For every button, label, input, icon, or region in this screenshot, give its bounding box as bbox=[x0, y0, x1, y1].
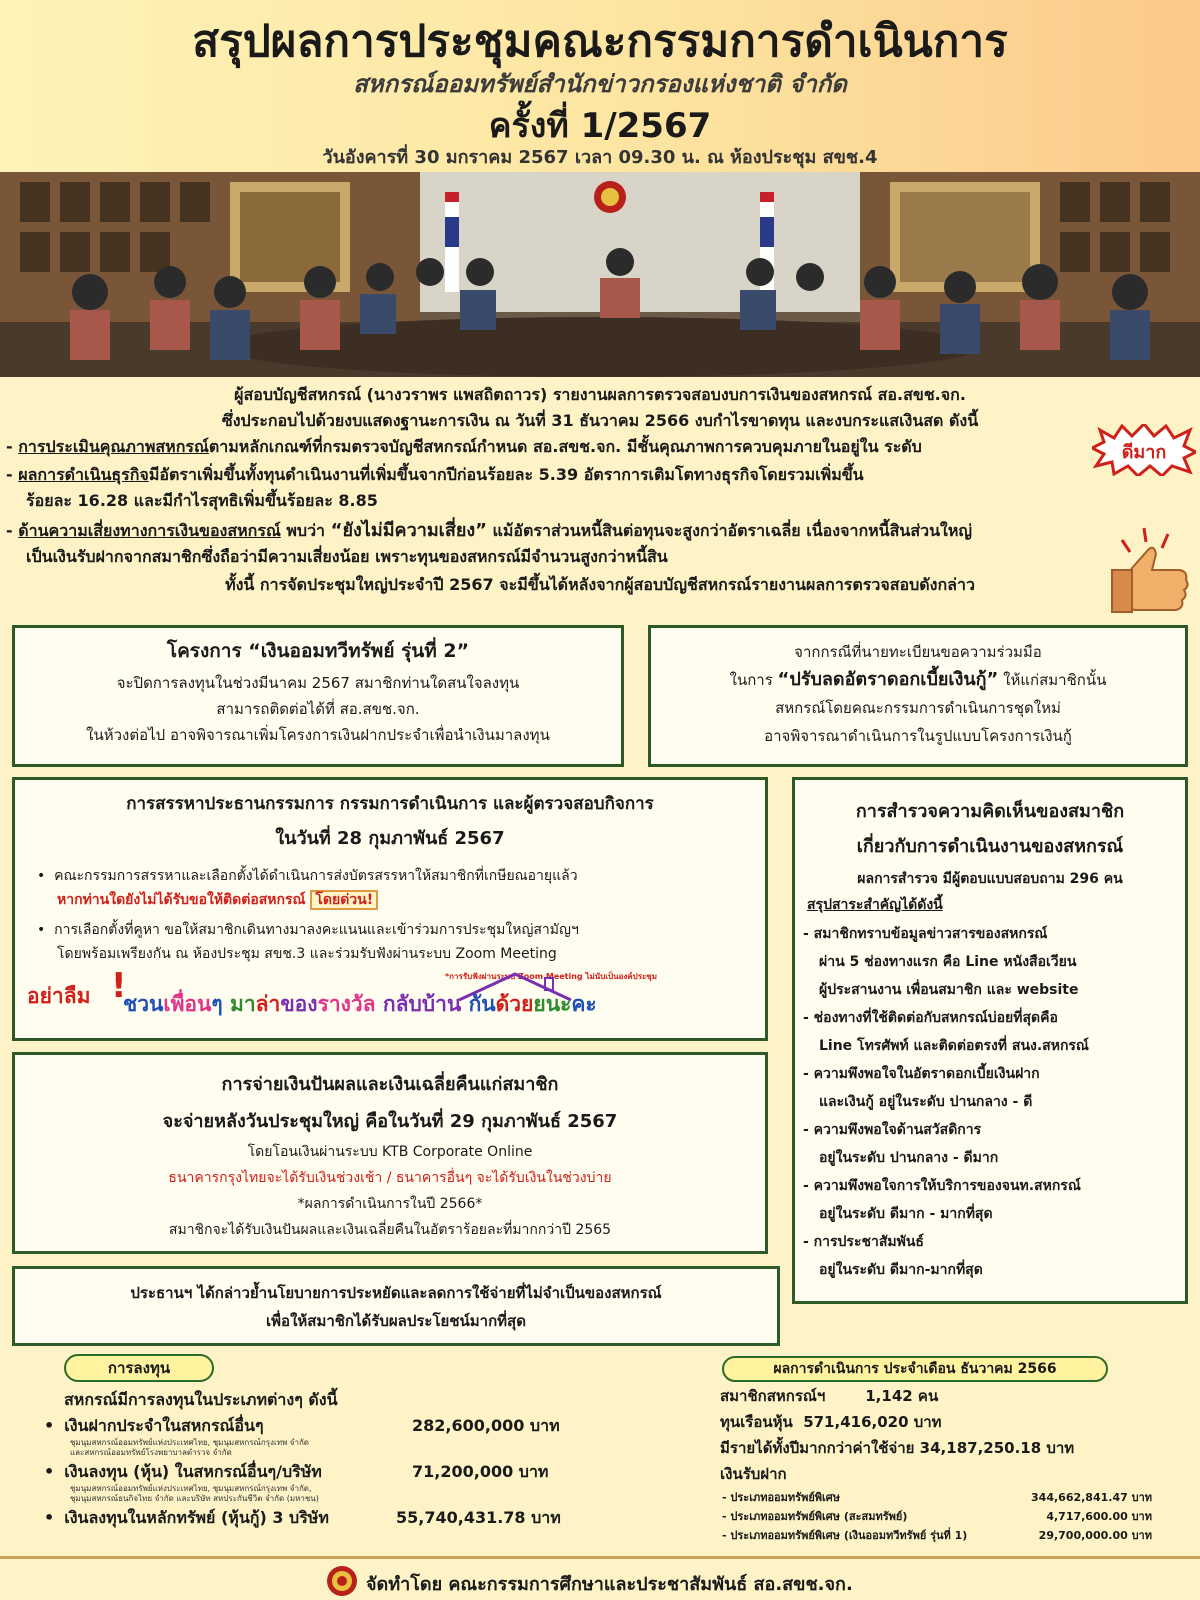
slogan-part: กลับบ้าน bbox=[382, 992, 462, 1016]
chair-statement-line-2: เพื่อให้สมาชิกได้รับผลประโยชน์มากที่สุด bbox=[266, 1312, 526, 1330]
election-contact-text: หากท่านใดยังไม่ได้รับขอให้ติดต่อสหกรณ์ bbox=[57, 892, 311, 908]
savings-project-box bbox=[12, 625, 624, 767]
survey-item-line: และเงินกู้ อยู่ในระดับ ปานกลาง - ดี bbox=[819, 1094, 1033, 1110]
slogan-part: ล่า bbox=[255, 992, 281, 1016]
savings-project-line-1: จะปิดการลงทุนในช่วงมีนาคม 2567 สมาชิกท่านใดสนใจลงทุน bbox=[116, 674, 520, 692]
slogan-part: ของ bbox=[280, 992, 318, 1016]
loan-rate-line-2c: ให้แก่สมาชิกนั้น bbox=[998, 671, 1107, 689]
loan-rate-box bbox=[648, 625, 1188, 767]
deposit-value: 29,700,000.00 บาท bbox=[1038, 1529, 1152, 1542]
meeting-photo bbox=[0, 172, 1200, 377]
loan-rate-line-1: จากกรณีที่นายทะเบียนขอความร่วมมือ bbox=[794, 643, 1042, 661]
quality-assessment-text: ตามหลักเกณฑ์ที่กรมตรวจบัญชีสหกรณ์กำหนด สอ.สขช.จก. มีชั้นคุณภาพการควบคุมภายในอยู่ใน ระดับ bbox=[208, 437, 922, 456]
slogan-part: ด้วย bbox=[495, 992, 534, 1016]
survey-item bbox=[803, 1228, 1185, 1284]
deposit-label: - ประเภทออมทรัพย์พิเศษ (สะสมทรัพย์) bbox=[722, 1510, 908, 1523]
financial-risk-quote: “ยังไม่มีความเสี่ยง” bbox=[330, 520, 487, 541]
audit-report bbox=[0, 382, 1200, 618]
savings-project-line-2: สามารถติดต่อได้ที่ สอ.สขช.จก. bbox=[216, 700, 420, 718]
slogan-part: ๆ bbox=[211, 992, 230, 1016]
bullet-icon: • bbox=[44, 1416, 55, 1435]
meeting-photo-illustration bbox=[0, 172, 1200, 377]
slogan-part bbox=[376, 992, 383, 1016]
dont-forget-label: อย่าลืม bbox=[27, 984, 91, 1008]
investment-intro: สหกรณ์มีการลงทุนในประเภทต่างๆ ดังนี้ bbox=[64, 1390, 338, 1409]
investment-amount: 55,740,431.78 บาท bbox=[396, 1508, 561, 1527]
chair-statement-box bbox=[12, 1266, 780, 1346]
bullet-icon: • bbox=[44, 1508, 55, 1527]
survey-result: ผลการสำรวจ มีผู้ตอบแบบสอบถาม 296 คน bbox=[857, 871, 1123, 887]
survey-item-line: - สมาชิกทราบข้อมูลข่าวสารของสหกรณ์ bbox=[803, 926, 1048, 942]
survey-item-line: - การประชาสัมพันธ์ bbox=[803, 1234, 924, 1250]
members-label: สมาชิกสหกรณ์ฯ bbox=[720, 1387, 826, 1405]
savings-project-title: โครงการ “เงินออมทวีทรัพย์ รุ่นที่ 2” bbox=[166, 640, 470, 662]
slogan-part: รางวัล bbox=[317, 992, 376, 1016]
financial-risk-text-2: เป็นเงินรับฝากจากสมาชิกซึ่งถือว่ามีความเสี่ยงน้อย เพราะทุนของสหกรณ์มีจำนวนสูงกว่าหนี้สิน bbox=[26, 547, 668, 566]
members-value: 1,142 คน bbox=[865, 1387, 939, 1405]
deposit-row bbox=[722, 1488, 1152, 1507]
session-number: ครั้งที่ 1/2567 bbox=[488, 106, 712, 146]
deposit-row bbox=[722, 1526, 1152, 1545]
survey-title-1: การสำรวจความคิดเห็นของสมาชิก bbox=[855, 801, 1125, 822]
shares-label: ทุนเรือนหุ้น bbox=[720, 1413, 793, 1431]
very-good-badge-text: ดีมาก bbox=[1121, 442, 1167, 463]
cooperative-logo-icon bbox=[326, 1565, 358, 1597]
bullet-icon: • bbox=[44, 1462, 55, 1481]
slogan-part: มา bbox=[230, 992, 256, 1016]
slogan-part: ชวน bbox=[123, 992, 164, 1016]
deposit-value: 344,662,841.47 บาท bbox=[1031, 1491, 1152, 1504]
election-title-1: การสรรหาประธานกรรมการ กรรมการดำเนินการ และผู้ตรวจสอบกิจการ bbox=[126, 794, 654, 814]
annual-income: มีรายได้ทั้งปีมากกว่าค่าใช้จ่าย 34,187,250.18 บาท bbox=[720, 1439, 1075, 1457]
loan-rate-line-2 bbox=[651, 666, 1185, 694]
survey-item-line: อยู่ในระดับ ดีมาก-มากที่สุด bbox=[819, 1262, 983, 1278]
business-performance-head: ผลการดำเนินธุรกิจ bbox=[18, 465, 149, 484]
survey-item bbox=[803, 920, 1185, 1004]
survey-item bbox=[803, 1172, 1185, 1228]
investment-detail: ชุมนุมสหกรณ์ออมทรัพย์แห่งประเทศไทย, ชุมนุมสหกรณ์กรุงเทพ จำกัด, bbox=[70, 1484, 312, 1493]
savings-project-line-3: ในห้วงต่อไป อาจพิจารณาเพิ่มโครงการเงินฝากประจำเพื่อนำเงินมาลงทุน bbox=[86, 726, 550, 744]
survey-item-line: ผ่าน 5 ช่องทางแรก คือ Line หนังสือเวียน bbox=[819, 954, 1077, 970]
survey-summary-label: สรุปสาระสำคัญได้ดังนี้ bbox=[807, 897, 943, 913]
survey-title-2: เกี่ยวกับการดำเนินงานของสหกรณ์ bbox=[856, 836, 1124, 857]
investment-detail: ชุมนุมสหกรณ์ออมทรัพย์แห่งประเทศไทย, ชุมนุมสหกรณ์กรุงเทพ จำกัด bbox=[70, 1438, 309, 1447]
survey-item-line: อยู่ในระดับ ดีมาก - มากที่สุด bbox=[819, 1206, 993, 1222]
audit-conclusion: ทั้งนี้ การจัดประชุมใหญ่ประจำปี 2567 จะมีขึ้นได้หลังจากผู้สอบบัญชีสหกรณ์รายงานผลการตรวจสอบดังกล่าว bbox=[225, 575, 975, 594]
survey-box bbox=[792, 777, 1188, 1304]
financial-risk-head: ด้านความเสี่ยงทางการเงินของสหกรณ์ bbox=[18, 521, 281, 540]
quality-assessment: - การประเมินคุณภาพสหกรณ์ตามหลักเกณฑ์ที่กรมตรวจบัญชีสหกรณ์กำหนด สอ.สขช.จก. มีชั้นคุณภาพการควบคุมภายในอยู่ใน ระดับ bbox=[6, 437, 922, 456]
deposit-label: - ประเภทออมทรัพย์พิเศษ bbox=[722, 1491, 841, 1504]
chair-statement-line-1: ประธานฯ ได้กล่าวย้ำนโยบายการประหยัดและลดการใช้จ่ายที่ไม่จำเป็นของสหกรณ์ bbox=[130, 1284, 662, 1302]
audit-line-1: ผู้สอบบัญชีสหกรณ์ (นางวราพร แพสถิตถาวร) รายงานผลการตรวจสอบงบการเงินของสหกรณ์ สอ.สขช.จก. bbox=[234, 385, 966, 404]
business-performance: - ผลการดำเนินธุรกิจมีอัตราเพิ่มขึ้นทั้งทุนดำเนินงานที่เพิ่มขึ้นจากปีก่อนร้อยละ 5.39 อัตราการเติมโตทางธุรกิจโดยรวมเพิ่มขึ้น bbox=[6, 465, 864, 484]
page-title: สรุปผลการประชุมคณะกรรมการดำเนินการ bbox=[192, 16, 1008, 67]
dividend-bank-timing: ธนาคารกรุงไทยจะได้รับเงินช่วงเช้า / ธนาคารอื่นๆ จะได้รับเงินในช่วงบ่าย bbox=[168, 1170, 612, 1186]
loan-rate-line-4: อาจพิจารณาดำเนินการในรูปแบบโครงการเงินกู้ bbox=[764, 727, 1072, 745]
deposit-head: เงินรับฝาก bbox=[720, 1465, 787, 1483]
exclamation-icon: ! bbox=[111, 966, 127, 1006]
investment-detail: และสหกรณ์ออมทรัพย์โรงพยาบาลตำรวจ จำกัด bbox=[70, 1448, 232, 1457]
deposit-row bbox=[722, 1507, 1152, 1526]
election-bullet-1: • คณะกรรมการสรรหาและเลือกตั้งได้ดำเนินการส่งบัตรสรรหาให้สมาชิกที่เกษียณอายุแล้ว bbox=[37, 868, 578, 884]
survey-item bbox=[803, 1004, 1185, 1060]
dividend-title-1: การจ่ายเงินปันผลและเงินเฉลี่ยคืนแก่สมาชิก bbox=[221, 1074, 559, 1095]
investment-item bbox=[44, 1414, 604, 1458]
survey-item-line: ผู้ประสานงาน เพื่อนสมาชิก และ website bbox=[819, 982, 1079, 998]
investment-label: เงินลงทุน (หุ้น) ในสหกรณ์อื่นๆ/บริษัท bbox=[64, 1462, 322, 1481]
election-bullet-1-text: คณะกรรมการสรรหาและเลือกตั้งได้ดำเนินการส่งบัตรสรรหาให้สมาชิกที่เกษียณอายุแล้ว bbox=[54, 868, 578, 884]
dividend-title-2: จะจ่ายหลังวันประชุมใหญ่ คือในวันที่ 29 กุมภาพันธ์ 2567 bbox=[162, 1111, 618, 1132]
very-good-badge bbox=[1092, 424, 1196, 476]
investment-amount: 71,200,000 บาท bbox=[412, 1462, 549, 1481]
slogan-part: เพื่อน bbox=[163, 992, 212, 1016]
loan-rate-highlight: “ปรับลดอัตราดอกเบี้ยเงินกู้” bbox=[777, 669, 999, 690]
financial-risk-mid: พบว่า bbox=[280, 521, 331, 540]
dividend-transfer: โดยโอนเงินผ่านระบบ KTB Corporate Online bbox=[247, 1144, 533, 1160]
survey-item bbox=[803, 1060, 1185, 1116]
survey-item-line: - ความพึงพอใจการให้บริการของจนท.สหกรณ์ bbox=[803, 1178, 1081, 1194]
loan-rate-line-3: สหกรณ์โดยคณะกรรมการดำเนินการชุดใหม่ bbox=[775, 699, 1061, 717]
survey-item-line: - ช่องทางที่ใช้ติดต่อกับสหกรณ์บ่อยที่สุดคือ bbox=[803, 1010, 1058, 1026]
investment-tag: การลงทุน bbox=[64, 1354, 214, 1382]
election-bullet-2-line-2: โดยพร้อมเพรียงกัน ณ ห้องประชุม สขช.3 และร่วมรับฟังผ่านระบบ Zoom Meeting bbox=[57, 946, 557, 962]
survey-item bbox=[803, 1116, 1185, 1172]
election-box bbox=[12, 777, 768, 1041]
header bbox=[0, 0, 1200, 172]
deposit-list bbox=[722, 1488, 1152, 1545]
performance-tag: ผลการดำเนินการ ประจำเดือน ธันวาคม 2566 bbox=[722, 1356, 1108, 1382]
urgent-label: โดยด่วน! bbox=[310, 890, 378, 910]
footer-credit: จัดทำโดย คณะกรรมการศึกษาและประชาสัมพันธ์ สอ.สขช.จก. bbox=[366, 1574, 853, 1595]
investment-label: เงินฝากประจำในสหกรณ์อื่นๆ bbox=[64, 1416, 264, 1435]
slogan-part: ยนะ bbox=[533, 992, 572, 1016]
dividend-year-note: *ผลการดำเนินการในปี 2566* bbox=[297, 1196, 483, 1212]
quality-assessment-head: การประเมินคุณภาพสหกรณ์ bbox=[18, 437, 209, 456]
financial-risk-text: แม้อัตราส่วนหนี้สินต่อทุนจะสูงกว่าอัตราเฉลี่ย เนื่องจากหนี้สินส่วนใหญ่ bbox=[486, 521, 972, 540]
investment-amount: 282,600,000 บาท bbox=[412, 1416, 560, 1435]
zoom-note: *การรับฟังผ่านระบบ Zoom Meeting ไม่นับเป็นองค์ประชุม bbox=[445, 972, 658, 981]
slogan-part bbox=[461, 992, 468, 1016]
dividend-rate-note: สมาชิกจะได้รับเงินปันผลและเงินเฉลี่ยคืนในอัตราร้อยละที่มากกว่าปี 2565 bbox=[168, 1222, 612, 1238]
survey-item-line: - ความพึงพอใจด้านสวัสดิการ bbox=[803, 1122, 982, 1138]
slogan-part: คะ bbox=[571, 992, 597, 1016]
dividend-box bbox=[12, 1052, 768, 1254]
survey-items bbox=[803, 920, 1185, 1284]
election-bullet-2-text: การเลือกตั้งที่คูหา ขอให้สมาชิกเดินทางมาลงคะแนนและเข้าร่วมการประชุมใหญ่สามัญฯ bbox=[54, 922, 579, 938]
survey-item-line: - ความพึงพอใจในอัตราดอกเบี้ยเงินฝาก bbox=[803, 1066, 1040, 1082]
share-capital bbox=[720, 1410, 942, 1434]
investment-label: เงินลงทุนในหลักทรัพย์ (หุ้นกู้) 3 บริษัท bbox=[64, 1508, 329, 1527]
business-performance-text-2: ร้อยละ 16.28 และมีกำไรสุทธิเพิ่มขึ้นร้อยละ 8.85 bbox=[26, 491, 378, 510]
footer bbox=[0, 1556, 1200, 1600]
shares-value: 571,416,020 บาท bbox=[803, 1413, 942, 1431]
audit-line-2: ซึ่งประกอบไปด้วยงบแสดงฐานะการเงิน ณ วันที่ 31 ธันวาคม 2566 งบกำไรขาดทุน และงบกระแสเงินสด ดังนี้ bbox=[221, 411, 979, 430]
loan-rate-line-2a: ในการ bbox=[729, 671, 778, 689]
financial-risk: - ด้านความเสี่ยงทางการเงินของสหกรณ์ พบว่า “ยังไม่มีความเสี่ยง” แม้อัตราส่วนหนี้สินต่อทุนจะสูงกว่าอัตราเฉลี่ย เนื่องจากหนี้สินส่วนใหญ่ bbox=[6, 520, 972, 541]
members-count bbox=[720, 1384, 938, 1408]
deposit-label: - ประเภทออมทรัพย์พิเศษ (เงินออมทวีทรัพย์ รุ่นที่ 1) bbox=[722, 1529, 968, 1542]
investment-item bbox=[44, 1506, 604, 1530]
investment-item bbox=[44, 1460, 604, 1504]
investment-detail: ชุมนุมสหกรณ์ธนกิจไทย จำกัด และบริษัท สหประกันชีวิต จำกัด (มหาชน) bbox=[70, 1494, 319, 1503]
survey-item-line: อยู่ในระดับ ปานกลาง - ดีมาก bbox=[819, 1150, 999, 1166]
campaign-slogan bbox=[123, 988, 597, 1021]
survey-item-line: Line โทรศัพท์ และติดต่อตรงที่ สนง.สหกรณ์ bbox=[819, 1038, 1089, 1054]
deposit-value: 4,717,600.00 บาท bbox=[1046, 1510, 1152, 1523]
thumbs-up-icon bbox=[1102, 520, 1194, 620]
meeting-datetime: วันอังคารที่ 30 มกราคม 2567 เวลา 09.30 น. ณ ห้องประชุม สขช.4 bbox=[322, 147, 878, 168]
investment-list bbox=[44, 1414, 604, 1530]
slogan-part: กัน bbox=[468, 992, 496, 1016]
org-name: สหกรณ์ออมทรัพย์สำนักข่าวกรองแห่งชาติ จำกัด bbox=[353, 70, 847, 98]
election-bullet-1-contact bbox=[37, 888, 757, 912]
election-title-2: ในวันที่ 28 กุมภาพันธ์ 2567 bbox=[275, 828, 505, 849]
business-performance-text: มีอัตราเพิ่มขึ้นทั้งทุนดำเนินงานที่เพิ่มขึ้นจากปีก่อนร้อยละ 5.39 อัตราการเติมโตทางธุรกิจโดยรวมเพิ่มขึ้น bbox=[148, 465, 864, 484]
election-bullet-2: • การเลือกตั้งที่คูหา ขอให้สมาชิกเดินทางมาลงคะแนนและเข้าร่วมการประชุมใหญ่สามัญฯ bbox=[37, 922, 579, 938]
